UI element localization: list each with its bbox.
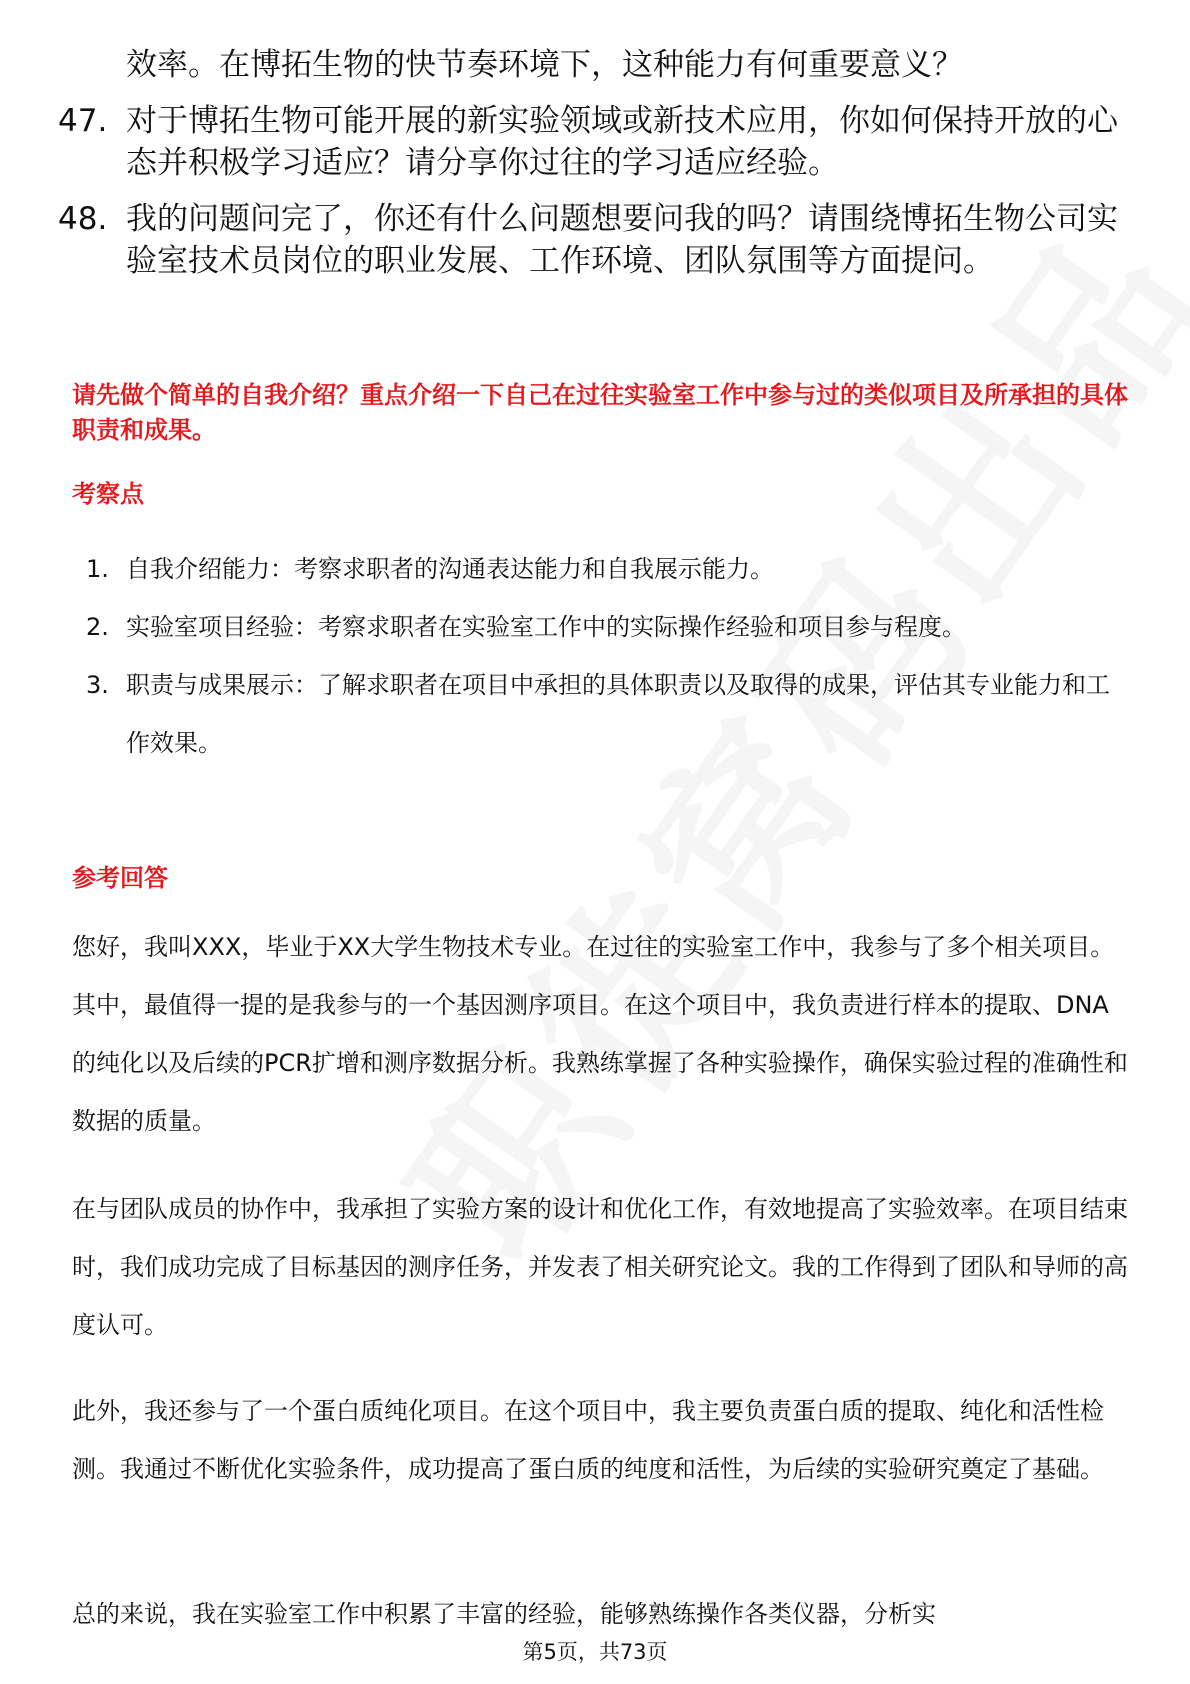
question-item [58, 44, 1138, 86]
answer-paragraph: 此外，我还参与了一个蛋白质纯化项目。在这个项目中，我主要负责蛋白质的提取、纯化和活性检测。我通过不断优化实验条件，成功提高了蛋白质的纯度和活性，为后续的实验研究奠定了基础。 [72, 1397, 1104, 1483]
page-number-footer: 第5页，共73页 [522, 1640, 668, 1664]
question-item [58, 100, 1138, 184]
question-item [58, 198, 1138, 282]
answer-section-title: 参考回答 [72, 864, 168, 892]
question-list [58, 44, 1138, 296]
point-item [86, 598, 1126, 656]
point-text: 职责与成果展示：了解求职者在项目中承担的具体职责以及取得的成果，评估其专业能力和工作效果。 [126, 671, 1110, 757]
point-item [86, 540, 1126, 598]
point-item [86, 656, 1126, 772]
question-number [58, 44, 126, 86]
points-section-title: 考察点 [72, 480, 144, 508]
question-text: 对于博拓生物可能开展的新实验领域或新技术应用，你如何保持开放的心态并积极学习适应？请分享你过往的学习适应经验。 [126, 103, 1118, 181]
answer-paragraph: 在与团队成员的协作中，我承担了实验方案的设计和优化工作，有效地提高了实验效率。在项目结束时，我们成功完成了目标基因的测序任务，并发表了相关研究论文。我的工作得到了团队和导师的高度认可。 [72, 1195, 1128, 1339]
question-number: 47. [58, 103, 108, 139]
evaluation-points-list [86, 540, 1126, 772]
point-text: 自我介绍能力：考察求职者的沟通表达能力和自我展示能力。 [126, 555, 774, 583]
answer-paragraph: 总的来说，我在实验室工作中积累了丰富的经验，能够熟练操作各类仪器，分析实 [72, 1600, 936, 1628]
question-text: 我的问题问完了，你还有什么问题想要问我的吗？请围绕博拓生物公司实验室技术员岗位的职业发展、工作环境、团队氛围等方面提问。 [126, 201, 1118, 279]
point-text: 实验室项目经验：考察求职者在实验室工作中的实际操作经验和项目参与程度。 [126, 613, 966, 641]
point-number: 2. [86, 613, 109, 641]
question-text: 效率。在博拓生物的快节奏环境下，这种能力有何重要意义？ [126, 47, 963, 83]
current-question-heading: 请先做个简单的自我介绍？重点介绍一下自己在过往实验室工作中参与过的类似项目及所承担的具体职责和成果。 [72, 381, 1128, 444]
point-number: 3. [86, 671, 109, 699]
question-number: 48. [58, 201, 108, 237]
answer-paragraph: 您好，我叫XXX，毕业于XX大学生物技术专业。在过往的实验室工作中，我参与了多个相关项目。其中，最值得一提的是我参与的一个基因测序项目。在这个项目中，我负责进行样本的提取、DNA的纯化以及后续的PCR扩增和测序数据分析。我熟练掌握了各种实验操作，确保实验过程的准确性和数据的质量。 [72, 933, 1128, 1135]
point-number: 1. [86, 555, 109, 583]
